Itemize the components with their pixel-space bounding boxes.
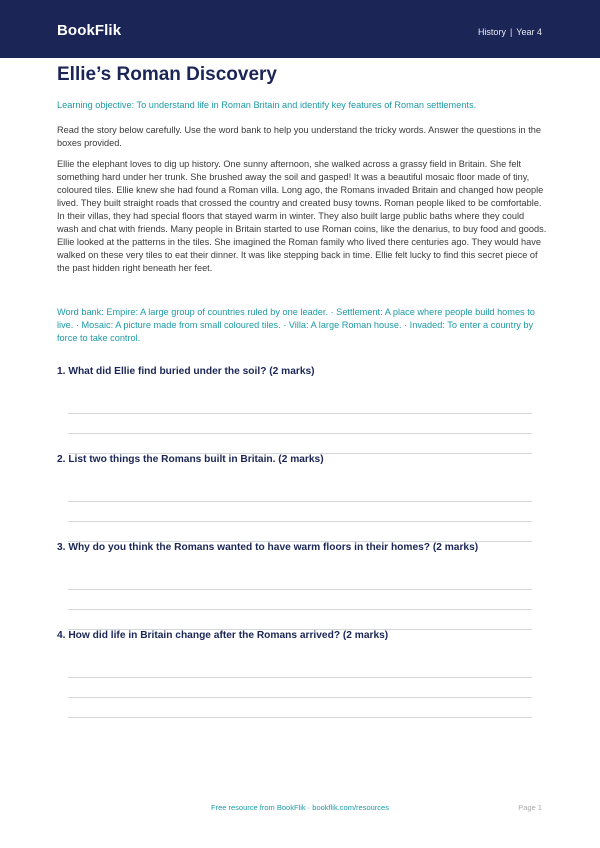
answer-line[interactable] [68,413,532,414]
page-title: Ellie’s Roman Discovery [57,64,278,85]
footer-resource-link[interactable]: Free resource from BookFlik · bookflik.com/resources [211,803,389,812]
instructions-text: Read the story below carefully. Use the word bank to help you understand the tricky words. Answer the questions in the boxes provided. [57,125,541,148]
page-header [0,0,600,58]
story-text: Ellie the elephant loves to dig up history. One sunny afternoon, she walked across a grassy field in Britain. She felt something hard under her trunk. She brushed away the soil and gasped! It was a beautiful mosaic floor made of tiny, coloured tiles. Ellie knew she had found a Roman villa. Long ago, the Romans invaded Britain and changed how people lived. They built straight roads that crossed the country and created busy towns. Roman people liked to be comfortable. In their villas, they had special floors that stayed warm in winter. They also built large public baths where they could wash and chat with friends. Many people in Britain started to use Roman coins, like the denarius, to buy food and goods. Ellie looked at the patterns in the tiles. She imagined the Roman family who lived there centuries ago. They would have walked on these very tiles to eat their dinner. It was like stepping back in time. Ellie felt lucky to find this secret piece of the past hidden right beneath her feet. [57,159,547,273]
answer-line[interactable] [68,521,532,522]
answer-line[interactable] [68,717,532,718]
word-bank: Word bank: Empire: A large group of countries ruled by one leader. · Settlement: A place where people build homes to live. · Mosaic: A picture made from small coloured tiles. · Villa: A large Roman house. · Invaded: To enter a country by force to take control. [57,307,535,343]
question-4: 4. How did life in Britain change after the Romans arrived? (2 marks) [57,630,389,641]
question-3: 3. Why do you think the Romans wanted to have warm floors in their homes? (2 marks) [57,542,479,553]
learning-objective: Learning objective: To understand life in Roman Britain and identify key features of Roman settlements. [57,100,477,110]
answer-line[interactable] [68,697,532,698]
year-label: Year 4 [516,27,542,37]
question-1: 1. What did Ellie find buried under the soil? (2 marks) [57,366,315,377]
header-separator: | [509,27,513,37]
answer-line[interactable] [68,501,532,502]
answer-line[interactable] [68,433,532,434]
subject-label: History [477,27,506,37]
page-number: Page 1 [518,803,542,812]
answer-line[interactable] [68,677,532,678]
answer-line[interactable] [68,589,532,590]
brand-logo[interactable]: BookFlik [57,22,122,39]
answer-line[interactable] [68,609,532,610]
question-2: 2. List two things the Romans built in Britain. (2 marks) [57,454,324,465]
header-meta [478,27,542,37]
